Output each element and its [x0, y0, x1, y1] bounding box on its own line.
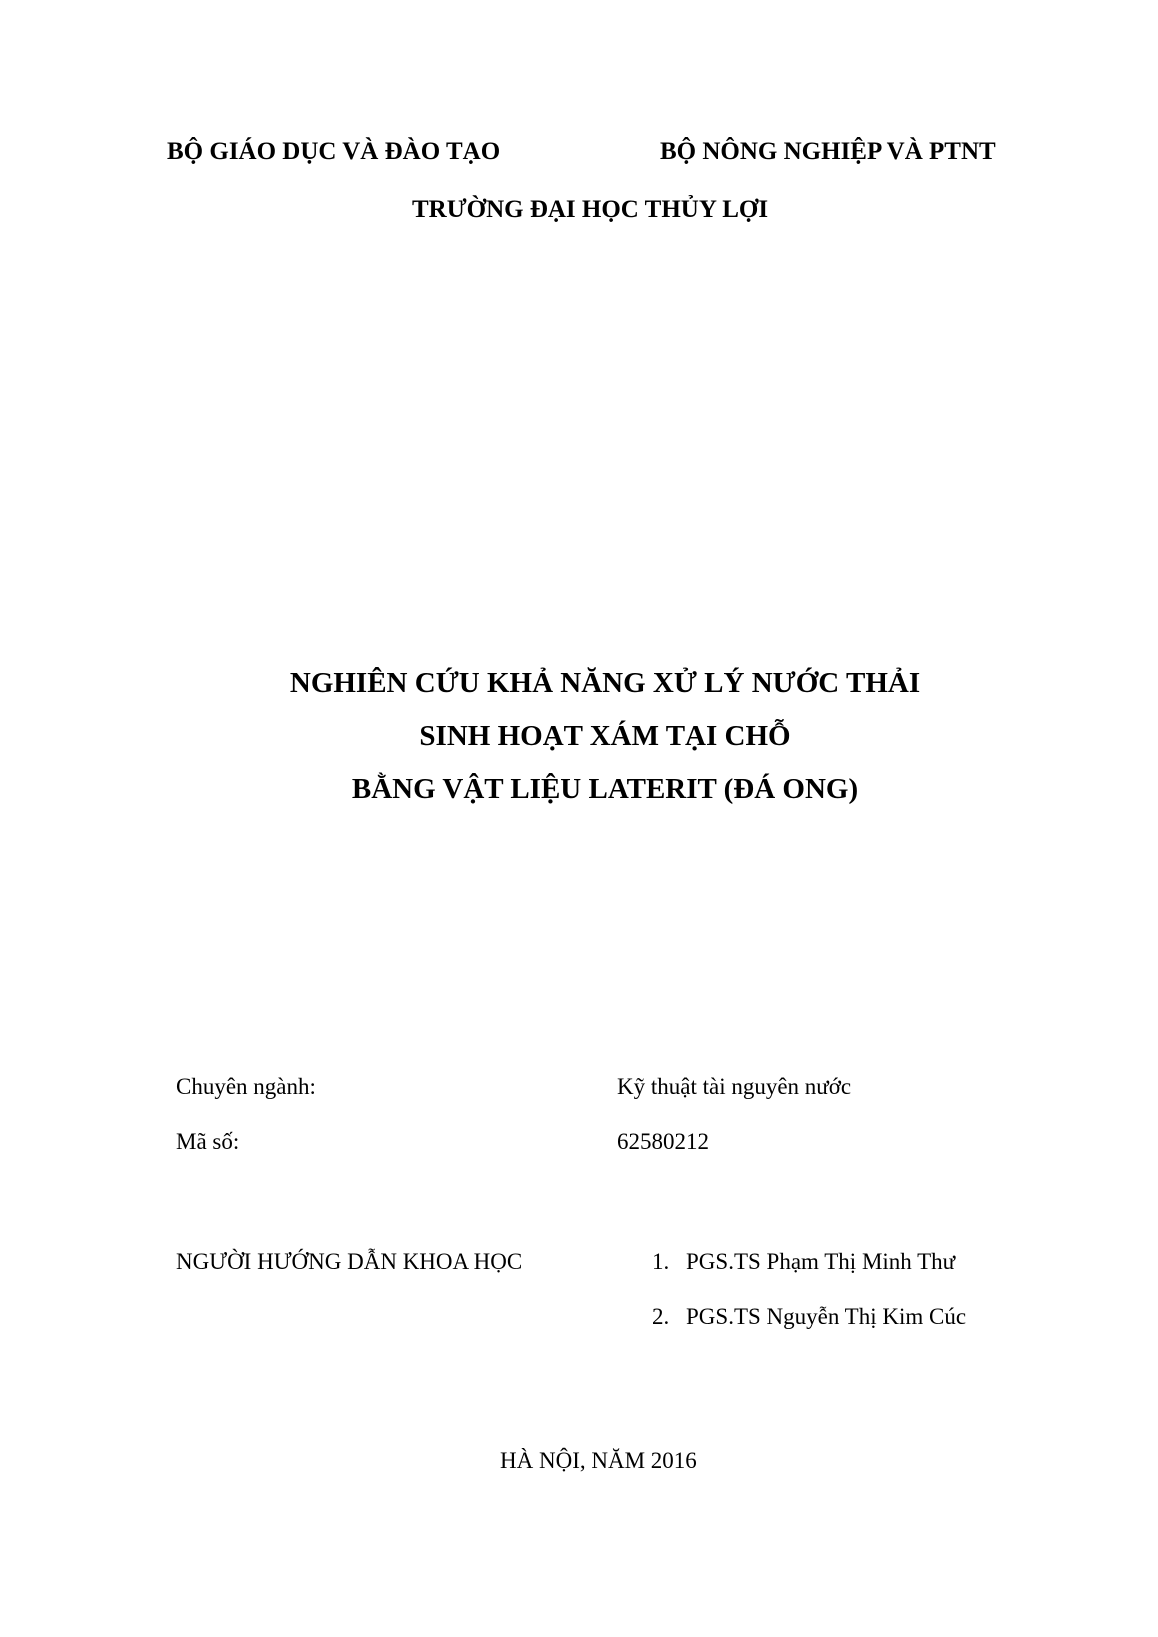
thesis-title-line-2: SINH HOẠT XÁM TẠI CHỖ [419, 720, 791, 752]
major-value: Kỹ thuật tài nguyên nước [617, 1074, 852, 1099]
ministry-left: BỘ GIÁO DỤC VÀ ĐÀO TẠO [167, 138, 501, 165]
supervisor-number-1: 1. [652, 1249, 670, 1274]
code-value: 62580212 [617, 1129, 709, 1154]
ministry-right: BỘ NÔNG NGHIỆP VÀ PTNT [660, 138, 996, 165]
code-label: Mã số: [176, 1129, 240, 1154]
supervisor-name-1: PGS.TS Phạm Thị Minh Thư [686, 1249, 956, 1274]
supervisor-number-2: 2. [652, 1304, 670, 1329]
major-label: Chuyên ngành: [176, 1074, 316, 1099]
supervisor-label: NGƯỜI HƯỚNG DẪN KHOA HỌC [176, 1249, 523, 1274]
place-and-year: HÀ NỘI, NĂM 2016 [500, 1448, 697, 1473]
thesis-title-line-1: NGHIÊN CỨU KHẢ NĂNG XỬ LÝ NƯỚC THẢI [289, 667, 921, 699]
university-name: TRƯỜNG ĐẠI HỌC THỦY LỢI [412, 196, 769, 223]
thesis-title-line-3: BẰNG VẬT LIỆU LATERIT (ĐÁ ONG) [351, 773, 859, 805]
supervisor-name-2: PGS.TS Nguyễn Thị Kim Cúc [686, 1304, 967, 1329]
